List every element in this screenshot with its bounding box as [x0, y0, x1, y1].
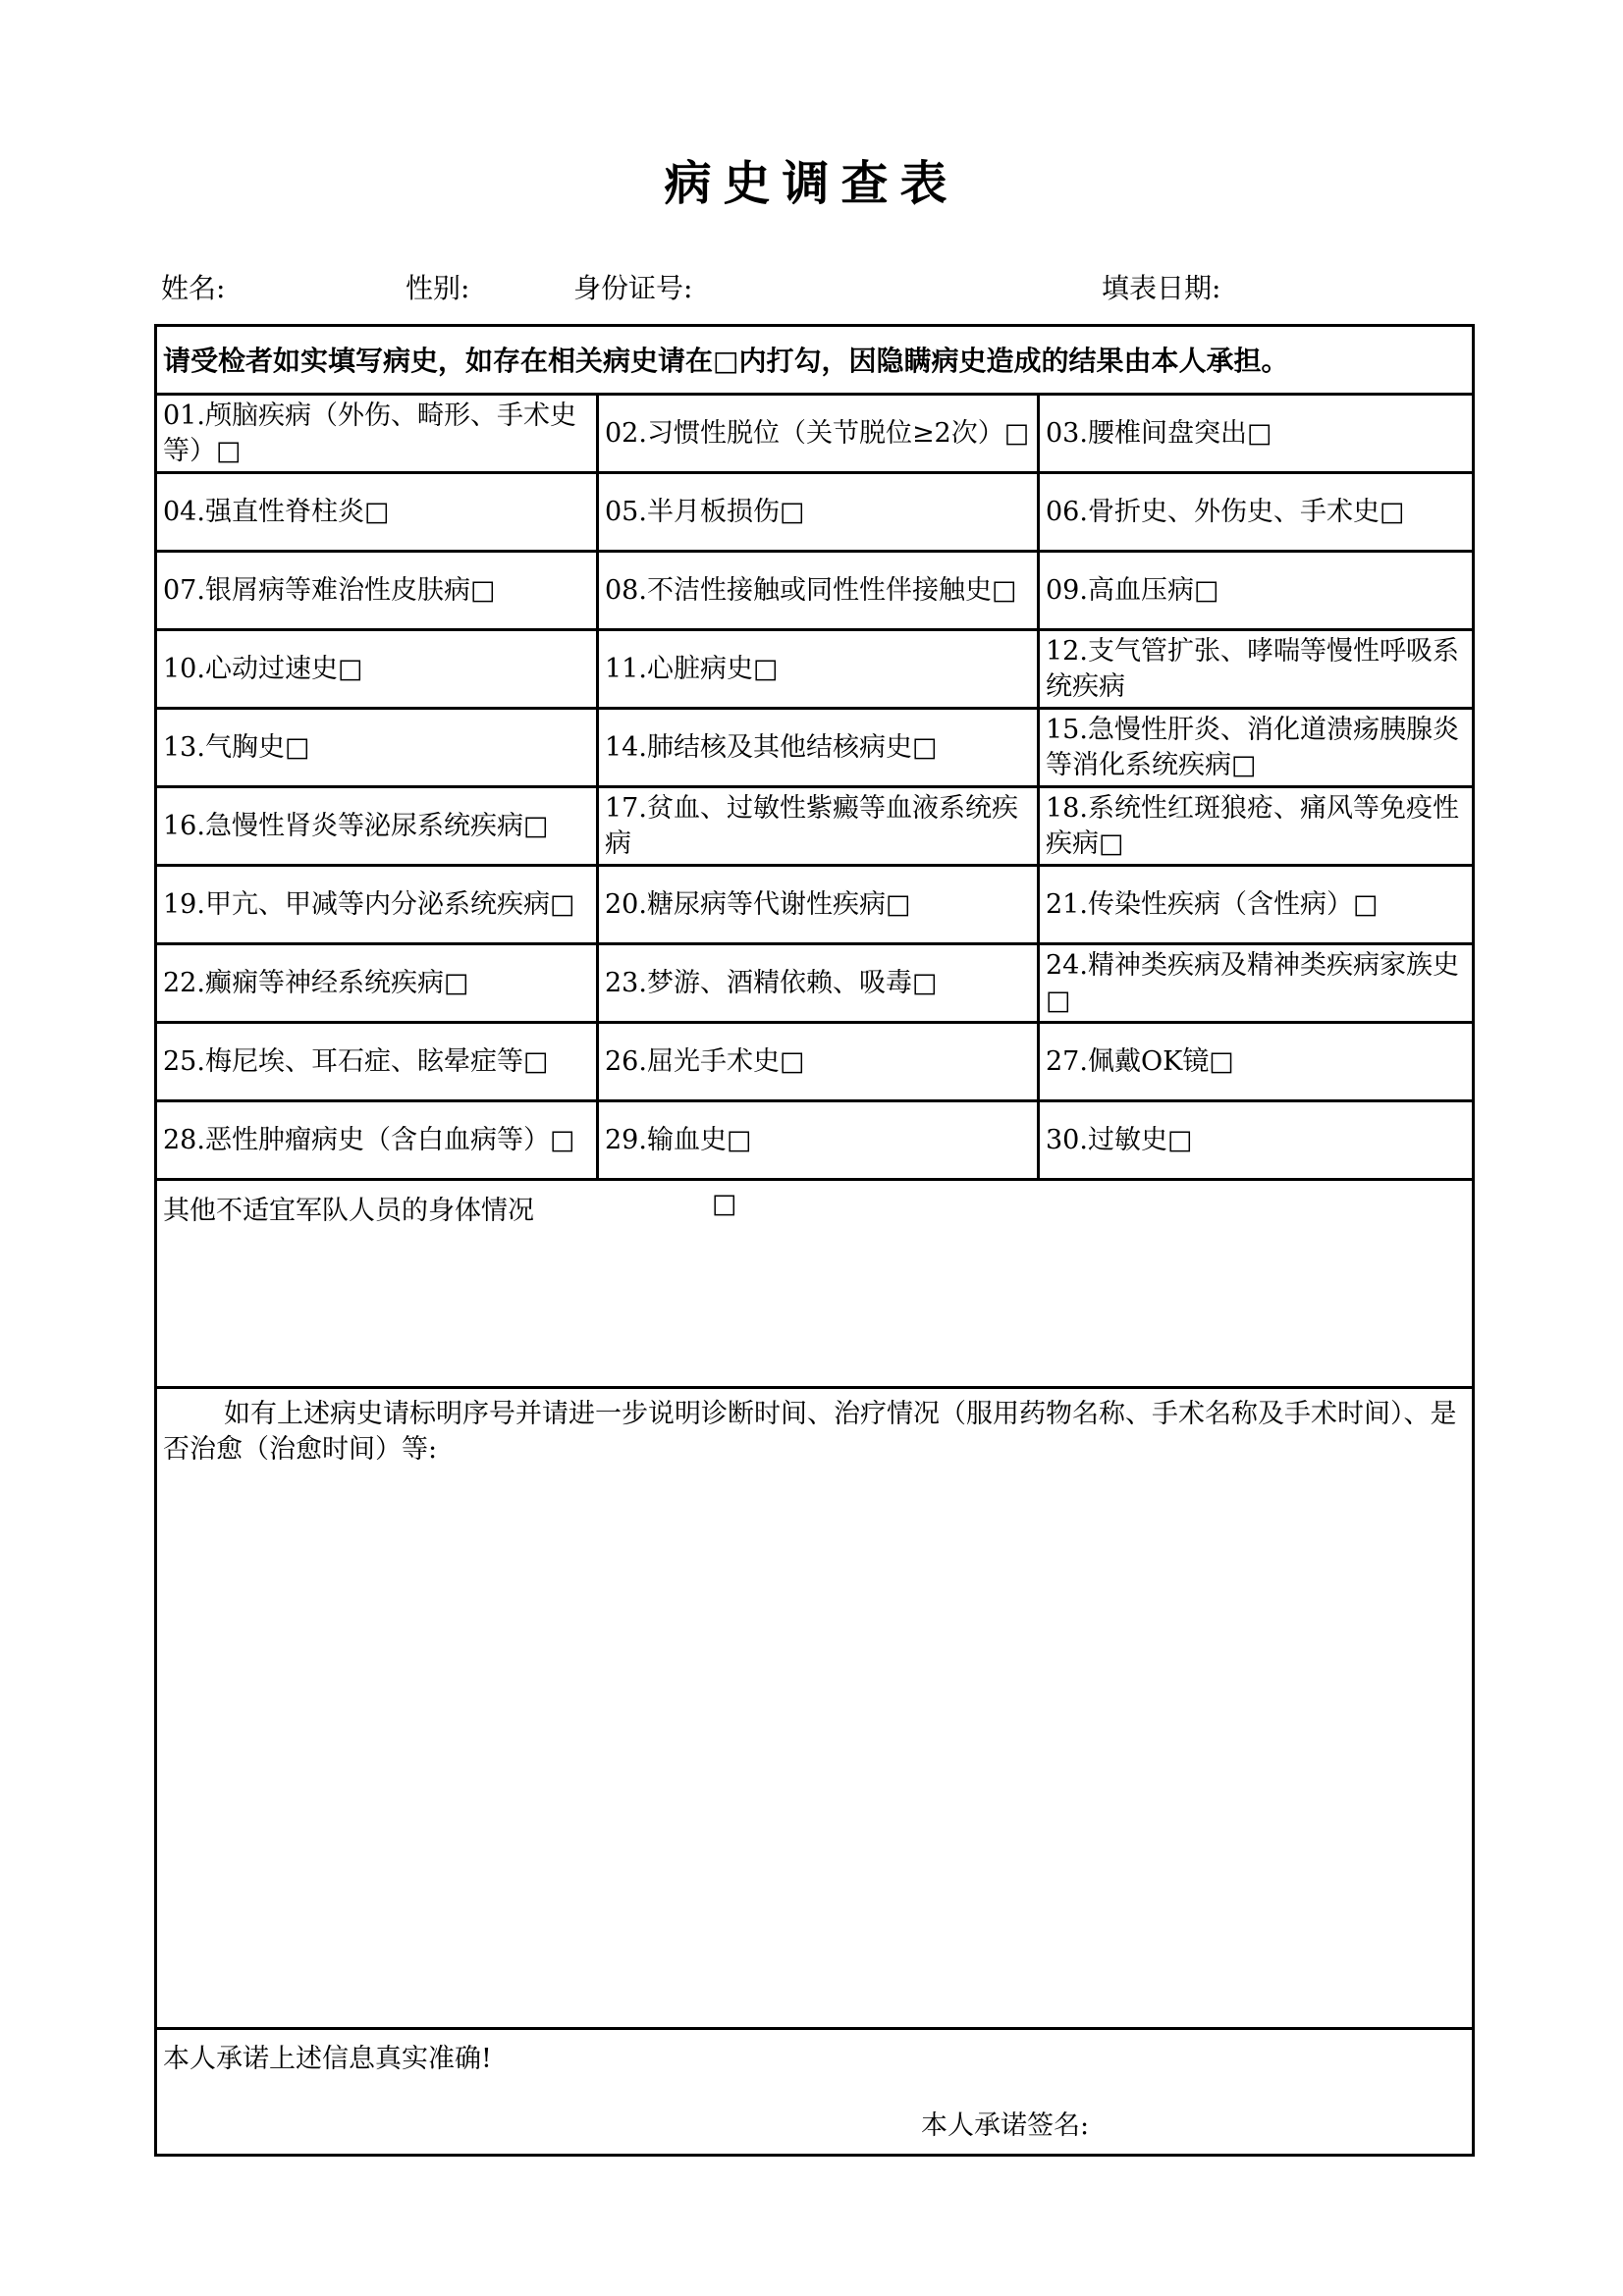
history-item-11[interactable]: 11.心脏病史□ [596, 631, 1037, 707]
other-conditions-label: 其他不适宜军队人员的身体情况 [163, 1196, 534, 1226]
history-item-03[interactable]: 03.腰椎间盘突出□ [1037, 396, 1472, 471]
history-item-25[interactable]: 25.梅尼埃、耳石症、眩晕症等□ [163, 1045, 549, 1077]
other-conditions-checkbox[interactable]: □ [712, 1189, 737, 1219]
table-row [157, 945, 1472, 1024]
history-item-08[interactable]: 08.不洁性接触或同性性伴接触史□ [596, 553, 1037, 628]
history-item-19[interactable]: 19.甲亢、甲减等内分泌系统疾病□ [163, 888, 575, 920]
history-item-10[interactable]: 10.心动过速史□ [163, 653, 363, 684]
history-item-26[interactable]: 26.屈光手术史□ [596, 1024, 1037, 1099]
history-detail-instructions: 如有上述病史请标明序号并请进一步说明诊断时间、治疗情况（服用药物名称、手术名称及手术时间）、是否治愈（治愈时间）等: [163, 1399, 1457, 1465]
history-item-13[interactable]: 13.气胸史□ [163, 731, 310, 763]
history-item-12[interactable]: 12.支气管扩张、哮喘等慢性呼吸系统疾病 [1037, 631, 1472, 707]
other-conditions-section[interactable] [157, 1181, 1472, 1389]
table-row [157, 867, 1472, 945]
history-item-09[interactable]: 09.高血压病□ [1037, 553, 1472, 628]
history-item-24[interactable]: 24.精神类疾病及精神类疾病家族史□ [1037, 945, 1472, 1021]
table-row [157, 631, 1472, 710]
table-row [157, 1102, 1472, 1181]
history-item-18[interactable]: 18.系统性红斑狼疮、痛风等免疫性疾病□ [1037, 788, 1472, 864]
table-row [157, 396, 1472, 474]
history-item-07[interactable]: 07.银屑病等难治性皮肤病□ [163, 574, 496, 606]
signature-label[interactable]: 本人承诺签名: [921, 2110, 1090, 2141]
history-item-17[interactable]: 17.贫血、过敏性紫癜等血液系统疾病 [596, 788, 1037, 864]
history-item-16[interactable]: 16.急慢性肾炎等泌尿系统疾病□ [163, 810, 549, 841]
history-item-15[interactable]: 15.急慢性肝炎、消化道溃疡胰腺炎等消化系统疾病□ [1037, 710, 1472, 785]
history-detail-section[interactable] [157, 1389, 1472, 2030]
history-item-04[interactable]: 04.强直性脊柱炎□ [163, 496, 390, 527]
history-item-06[interactable]: 06.骨折史、外伤史、手术史□ [1037, 474, 1472, 550]
table-row [157, 1024, 1472, 1102]
history-item-02[interactable]: 02.习惯性脱位（关节脱位≥2次）□ [596, 396, 1037, 471]
promise-statement: 本人承诺上述信息真实准确! [163, 2044, 492, 2074]
history-item-21[interactable]: 21.传染性疾病（含性病）□ [1037, 867, 1472, 942]
table-row [157, 788, 1472, 867]
notice: 请受检者如实填写病史，如存在相关病史请在□内打勾，因隐瞒病史造成的结果由本人承担。 [157, 327, 1472, 396]
history-item-27[interactable]: 27.佩戴OK镜□ [1037, 1024, 1472, 1099]
history-item-23[interactable]: 23.梦游、酒精依赖、吸毒□ [596, 945, 1037, 1021]
table-row [157, 553, 1472, 631]
history-item-28[interactable]: 28.恶性肿瘤病史（含白血病等）□ [163, 1124, 575, 1155]
history-item-20[interactable]: 20.糖尿病等代谢性疾病□ [596, 867, 1037, 942]
id-label: 身份证号: [573, 272, 693, 304]
history-form [154, 324, 1475, 2157]
date-label: 填表日期: [1102, 272, 1221, 304]
table-row [157, 710, 1472, 788]
history-item-01[interactable]: 01.颅脑疾病（外伤、畸形、手术史等）□ [163, 400, 576, 466]
name-label: 姓名: [161, 272, 226, 304]
history-item-22[interactable]: 22.癫痫等神经系统疾病□ [163, 967, 469, 998]
history-item-05[interactable]: 05.半月板损伤□ [596, 474, 1037, 550]
table-row [157, 474, 1472, 553]
page-title: 病史调查表 [664, 156, 959, 211]
gender-label: 性别: [406, 272, 470, 304]
history-item-14[interactable]: 14.肺结核及其他结核病史□ [596, 710, 1037, 785]
history-item-30[interactable]: 30.过敏史□ [1037, 1102, 1472, 1178]
history-item-29[interactable]: 29.输血史□ [596, 1102, 1037, 1178]
